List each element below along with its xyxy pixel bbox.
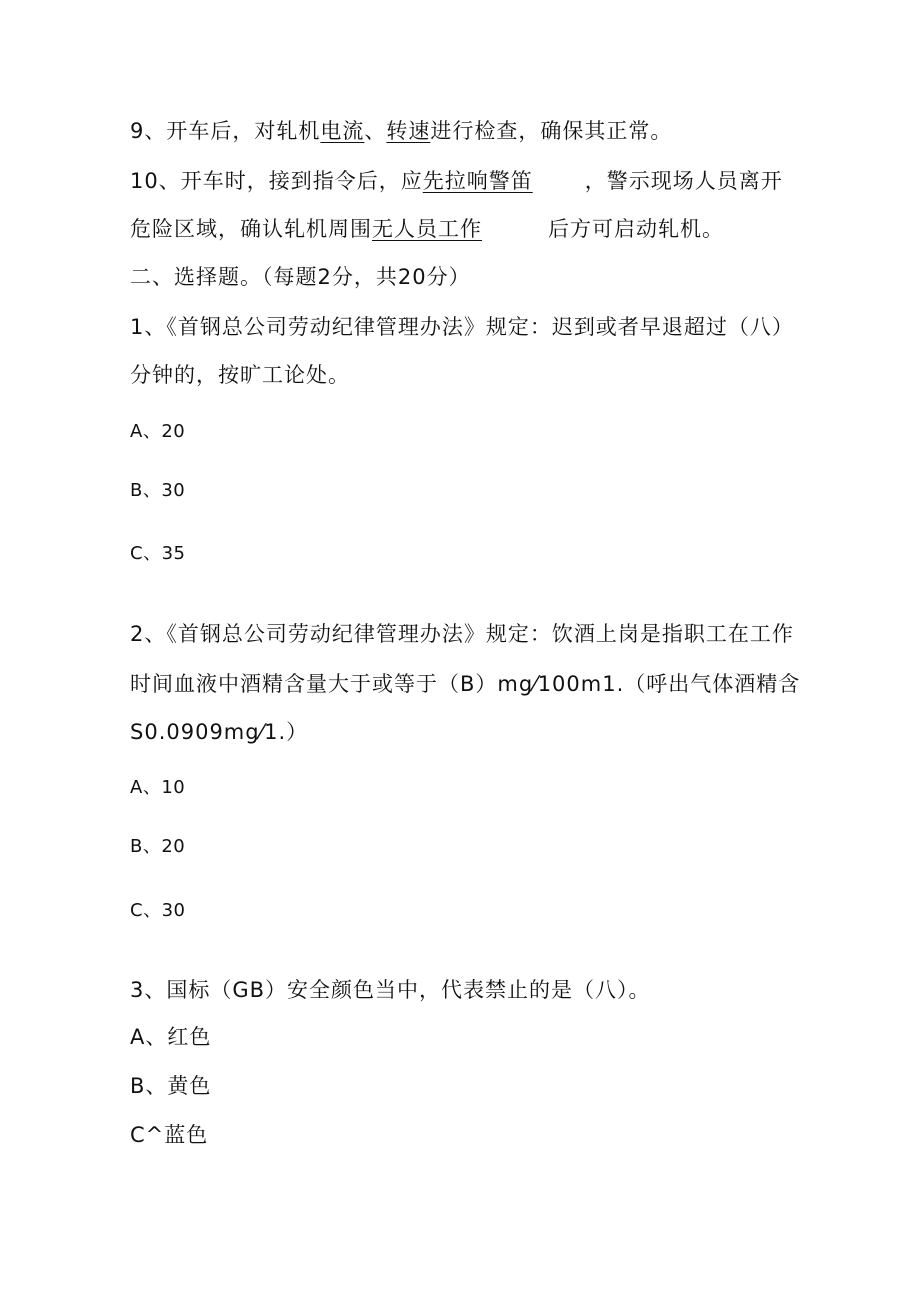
choice-question-1-line-1: 1、《首钢总公司劳动纪律管理办法》规定：迟到或者早退超过（八） (130, 315, 794, 339)
q10-line2-prefix: 危险区域，确认轧机周围 (130, 217, 372, 241)
q2-option-c: C、30 (130, 900, 186, 921)
choice-question-3-line-1: 3、国标（GB）安全颜色当中，代表禁止的是（八）。 (130, 978, 651, 1002)
q3-option-b: B、黄色 (130, 1074, 212, 1098)
choice-question-2-line-1: 2、《首钢总公司劳动纪律管理办法》规定：饮酒上岗是指职工在工作 (130, 622, 794, 646)
q2-option-b: B、20 (130, 836, 186, 857)
q3-option-a: A、红色 (130, 1025, 212, 1049)
choice-question-1-line-2: 分钟的，按旷工论处。 (130, 363, 350, 387)
q9-answer-2: 转速 (386, 119, 431, 143)
choice-question-2-line-3: S0.0909mg⁄1.） (130, 720, 309, 744)
q9-prefix: 9、开车后，对轧机 (130, 119, 321, 143)
q9-suffix: 进行检查，确保其正常。 (430, 119, 673, 143)
q10-line2-suffix: 后方可启动轧机。 (548, 217, 724, 241)
section-heading-choice: 二、选择题。（每题2分，共20分） (130, 265, 471, 289)
q10-answer-1: 先拉响警笛 (422, 169, 533, 193)
question-9 (130, 116, 672, 146)
q3-option-c: C^蓝色 (130, 1123, 209, 1147)
q10-answer-2: 无人员工作 (372, 217, 482, 241)
q10-line1-suffix: ，警示现场人员离开 (584, 169, 783, 193)
q9-answer-1: 电流 (320, 119, 365, 143)
q2-option-a: A、10 (130, 777, 186, 798)
q1-option-c: C、35 (130, 543, 186, 564)
q10-prefix: 10、开车时，接到指令后，应 (130, 169, 423, 193)
q1-option-a: A、20 (130, 421, 186, 442)
q9-separator: 、 (364, 119, 387, 143)
choice-question-2-line-2: 时间血液中酒精含量大于或等于（B）mg⁄100m1.（呼出气体酒精含 (130, 672, 801, 696)
q1-option-b: B、30 (130, 480, 186, 501)
question-10-line-2 (130, 214, 724, 244)
question-10-line-1 (130, 166, 783, 196)
